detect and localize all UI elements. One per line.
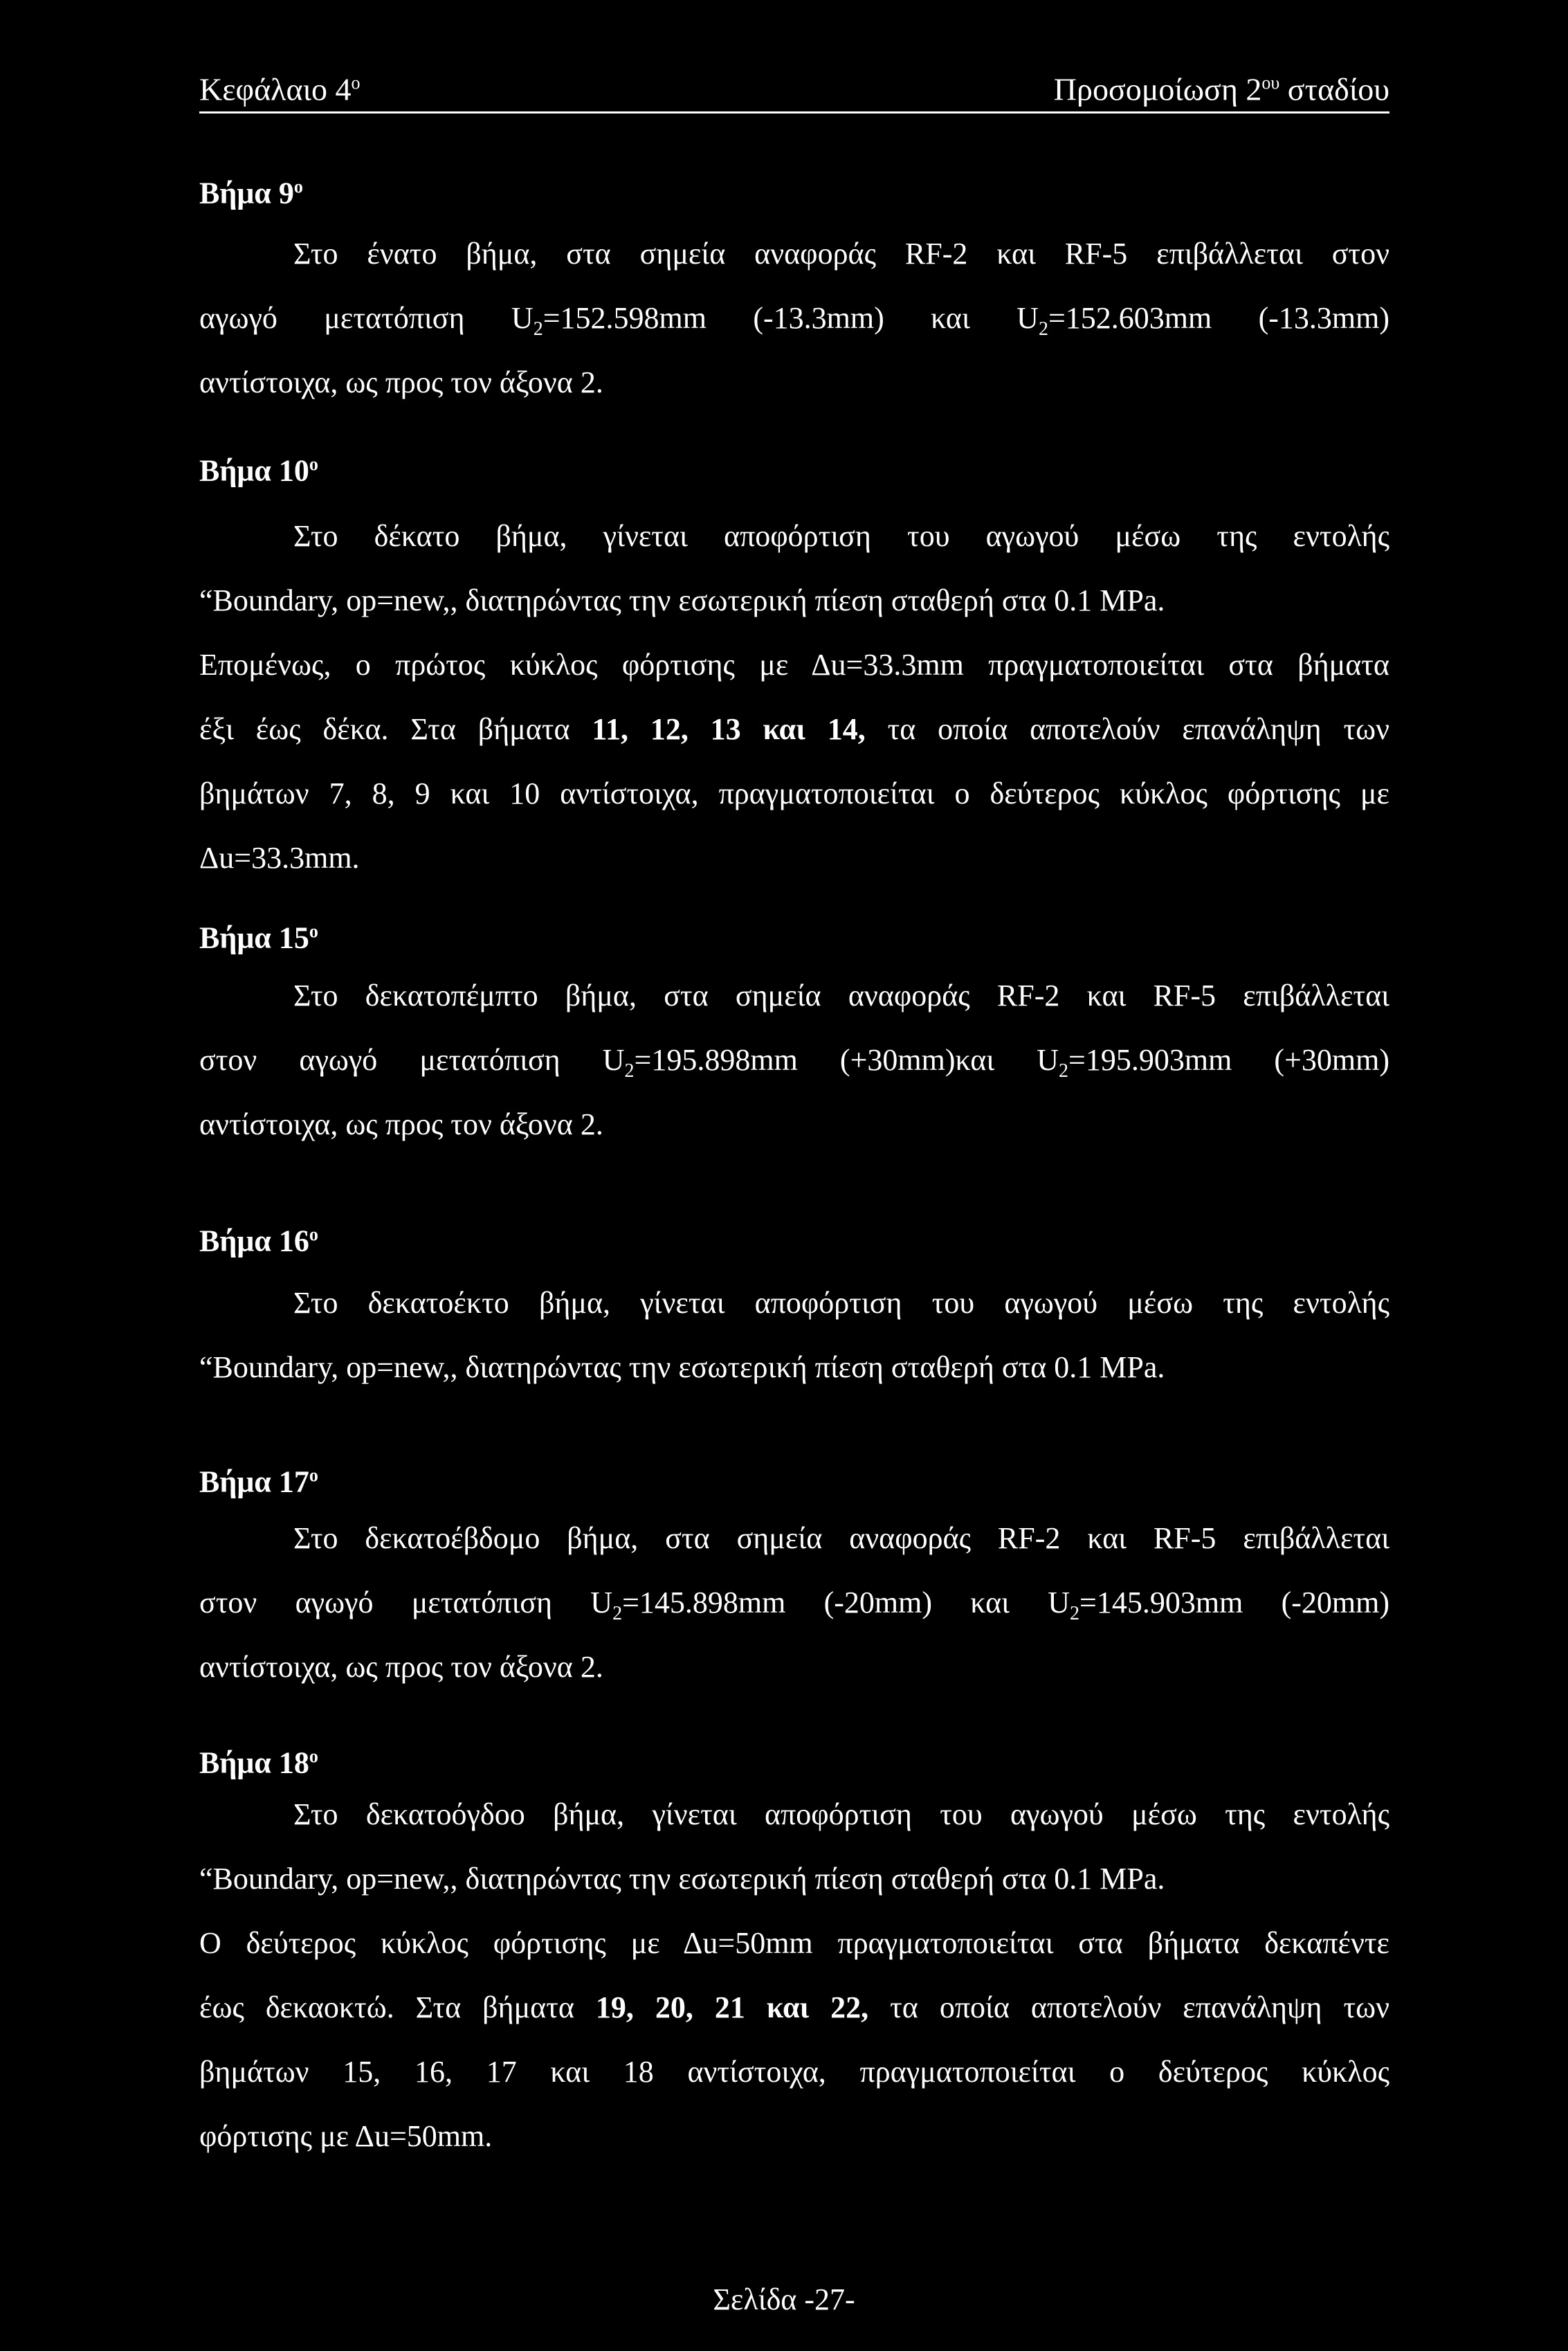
text-line: Στο δεκατοέκτο βήμα, γίνεται αποφόρτιση του αγωγού μέσω της εντολής xyxy=(293,1286,1389,1320)
text-line: στον αγωγό μετατόπιση $U_2=195.898mm$ (+30mm)και $U_2=195.903mm$ (+30mm) xyxy=(199,1043,1389,1082)
step-17-text xyxy=(199,1506,1389,1699)
step-15-heading: Βήμα $15^o$ xyxy=(199,920,318,955)
text-line: Στο δεκατοόγδοο βήμα, γίνεται αποφόρτιση του αγωγού μέσω της εντολής xyxy=(293,1797,1389,1831)
section-label: Προσομοίωση $2^{o\upsilon}$ σταδίου xyxy=(1053,71,1389,107)
text-line: αγωγό μετατόπιση $U_2=152.598mm$ (-13.3mm) και $U_2=152.603mm$ (-13.3mm) xyxy=(199,301,1389,340)
page-header xyxy=(199,64,1389,114)
text-line: Δu=33.3mm. xyxy=(199,841,360,875)
text-line: Στο ένατο βήμα, στα σημεία αναφοράς RF-2 και RF-5 επιβάλλεται στον xyxy=(293,237,1389,271)
step-10-heading: Βήμα $10^o$ xyxy=(199,453,318,488)
step-9-text xyxy=(199,221,1389,415)
text-line: Στο δεκατοέβδομο βήμα, στα σημεία αναφοράς RF-2 και RF-5 επιβάλλεται xyxy=(293,1521,1389,1555)
text-line: βημάτων 7, 8, 9 και 10 αντίστοιχα, πραγματοποιείται ο δεύτερος κύκλος φόρτισης με xyxy=(199,777,1389,810)
text-line: στον αγωγό μετατόπιση $U_2=145.898mm$ (-20mm) και $U_2=145.903mm$ (-20mm) xyxy=(199,1586,1389,1624)
text-line: “Boundary, op=new,, διατηρώντας την εσωτερική πίεση σταθερή στα 0.1 MPa. xyxy=(199,583,1165,617)
text-line: Στο δεκατοπέμπτο βήμα, στα σημεία αναφοράς RF-2 και RF-5 επιβάλλεται xyxy=(293,979,1389,1013)
step-16-heading: Βήμα $16^o$ xyxy=(199,1224,318,1258)
text-line: έως δεκαοκτώ. Στα βήματα 19, 20, 21 και 22, τα οποία αποτελούν επανάληψη των xyxy=(199,1990,1390,2024)
step-17-heading: Βήμα $17^o$ xyxy=(199,1464,318,1499)
text-line: φόρτισης με Δu=50mm. xyxy=(199,2119,493,2153)
step-15-text xyxy=(199,963,1389,1156)
chapter-label: Κεφάλαιο $4^o$ xyxy=(199,71,361,107)
text-line: έξι έως δέκα. Στα βήματα 11, 12, 13 και 14, τα οποία αποτελούν επανάληψη των xyxy=(199,712,1389,746)
step-18-text xyxy=(199,1782,1389,2168)
page-number: Σελίδα -27- xyxy=(713,2282,855,2316)
text-line: Στο δέκατο βήμα, γίνεται αποφόρτιση του αγωγού μέσω της εντολής xyxy=(293,519,1389,553)
step-16-text xyxy=(199,1271,1389,1399)
text-line: “Boundary, op=new,, διατηρώντας την εσωτερική πίεση σταθερή στα 0.1 MPa. xyxy=(199,1350,1165,1384)
step-10-text xyxy=(199,504,1389,890)
text-line: Επομένως, ο πρώτος κύκλος φόρτισης με Δu=33.3mm πραγματοποιείται στα βήματα xyxy=(199,648,1389,682)
text-line: αντίστοιχα, ως προς τον άξονα 2. xyxy=(199,365,603,399)
text-line: Ο δεύτερος κύκλος φόρτισης με Δu=50mm πραγματοποιείται στα βήματα δεκαπέντε xyxy=(199,1926,1389,1960)
text-line: “Boundary, op=new,, διατηρώντας την εσωτερική πίεση σταθερή στα 0.1 MPa. xyxy=(199,1862,1165,1896)
step-9-heading: Βήμα $9^o$ xyxy=(199,176,303,210)
text-line: αντίστοιχα, ως προς τον άξονα 2. xyxy=(199,1650,603,1684)
text-line: βημάτων 15, 16, 17 και 18 αντίστοιχα, πραγματοποιείται ο δεύτερος κύκλος xyxy=(199,2055,1389,2089)
step-18-heading: Βήμα $18^o$ xyxy=(199,1745,318,1780)
text-line: αντίστοιχα, ως προς τον άξονα 2. xyxy=(199,1107,603,1141)
